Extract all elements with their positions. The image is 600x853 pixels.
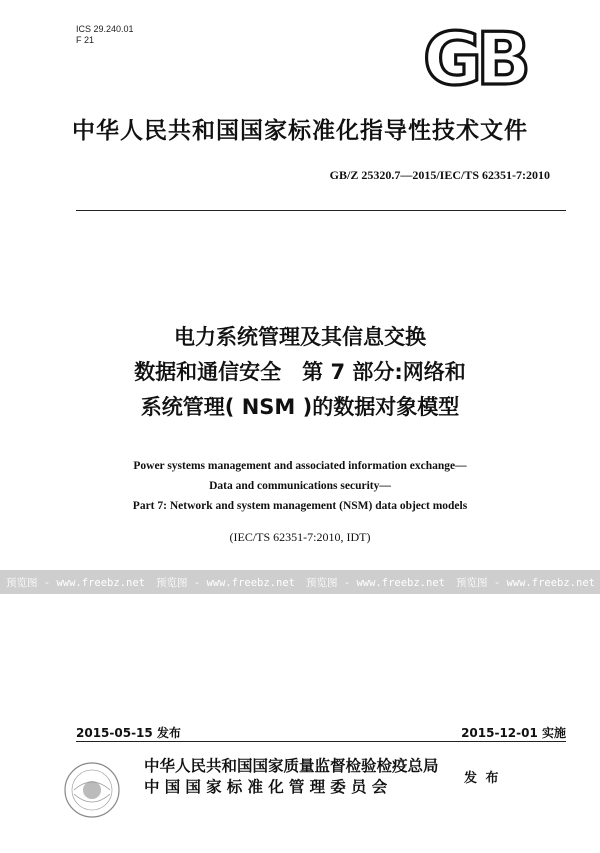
publish-label: 发 布 (464, 771, 501, 786)
gb-logo (418, 22, 530, 92)
document-title-english (0, 456, 600, 516)
ics-classification (76, 24, 134, 46)
title-en-line-3: Part 7: Network and system management (NSM) data object models (132, 500, 468, 512)
issue-date: 2015-05-15 发布 (76, 726, 181, 740)
standard-type-title: 中华人民共和国国家标准化指导性技术文件 (72, 118, 528, 144)
watermark-text: 预览图 - www.freebz.net (156, 577, 295, 589)
watermark-text: 预览图 - www.freebz.net (6, 577, 145, 589)
title-en-line-1: Power systems management and associated information exchange— (133, 460, 467, 472)
ccs-code: F 21 (76, 35, 95, 45)
anti-counterfeit-seal-icon (62, 760, 122, 820)
issuer-sac: 中国国家标准化管理委员会 (144, 778, 393, 796)
header-divider (76, 210, 566, 211)
standard-number: GB/Z 25320.7—2015/IEC/TS 62351-7:2010 (329, 168, 550, 182)
title-cn-line-3: 系统管理( NSM )的数据对象模型 (140, 395, 460, 419)
ics-code: ICS 29.240.01 (76, 24, 134, 34)
footer-divider (76, 741, 566, 742)
gb-logo-text: GB (423, 22, 525, 92)
implementation-date: 2015-12-01 实施 (461, 726, 566, 740)
issuing-authorities (144, 756, 439, 798)
equivalence-reference: (IEC/TS 62351-7:2010, IDT) (229, 530, 371, 544)
watermark-text: 预览图 - www.freebz.net (306, 577, 445, 589)
title-cn-line-2: 数据和通信安全 第 7 部分:网络和 (134, 360, 466, 384)
watermark-text: 预览图 - www.freebz.net (456, 577, 595, 589)
document-title-chinese (0, 320, 600, 425)
issuer-aqsiq: 中华人民共和国国家质量监督检验检疫总局 (144, 757, 439, 775)
watermark-band (0, 570, 600, 594)
title-cn-line-1: 电力系统管理及其信息交换 (174, 325, 426, 349)
title-en-line-2: Data and communications security— (209, 480, 391, 492)
